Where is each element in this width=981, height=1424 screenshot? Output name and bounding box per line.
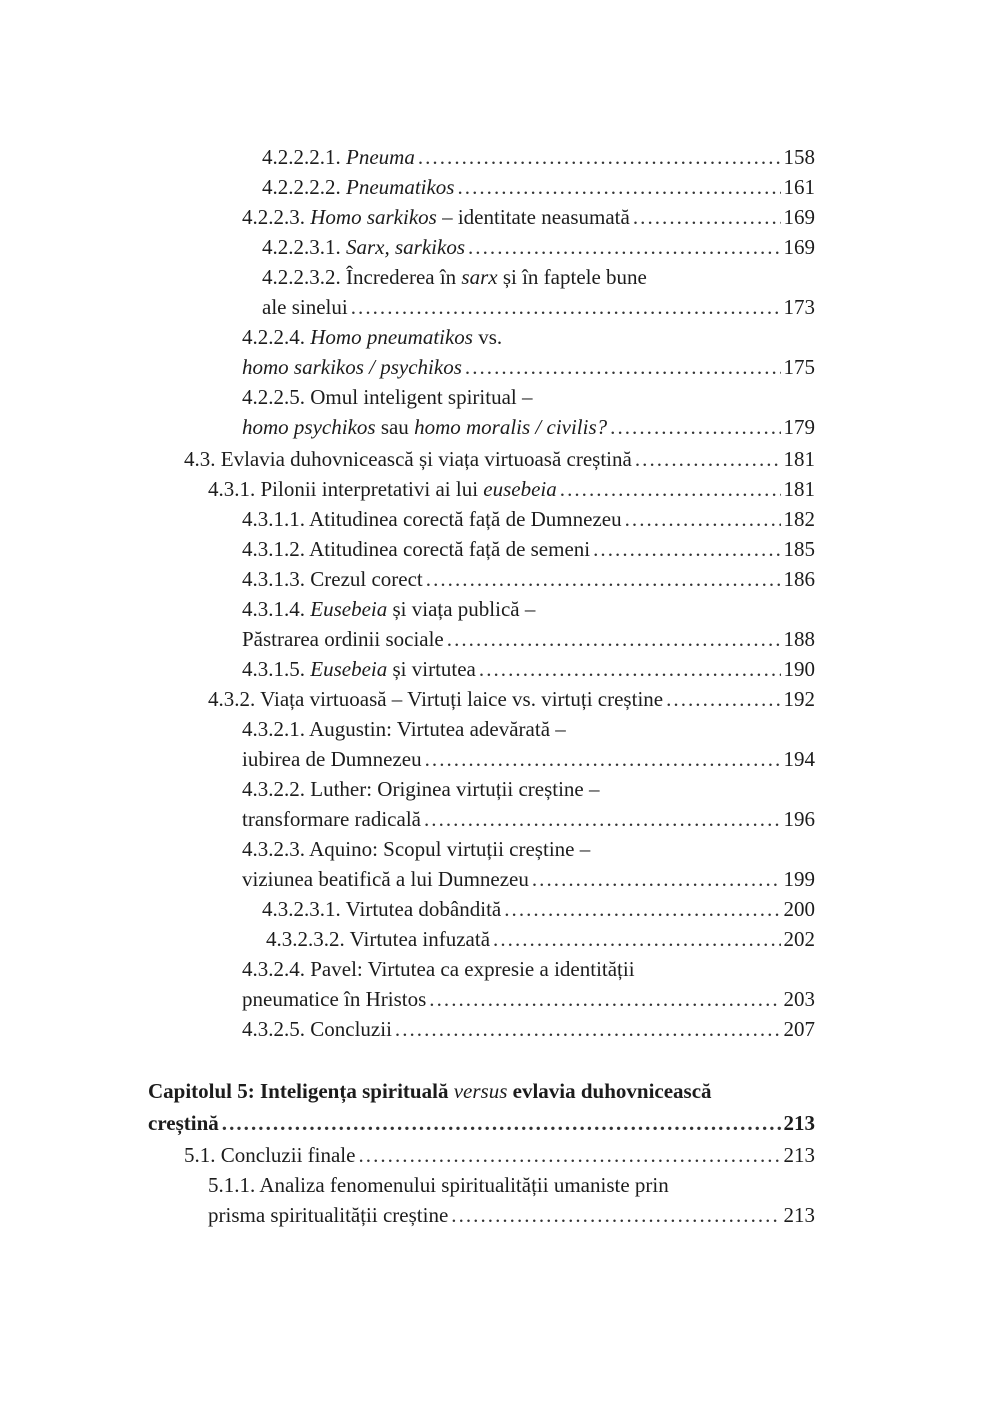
toc-entry-text xyxy=(262,265,647,289)
toc-entry xyxy=(242,352,815,382)
toc-entry xyxy=(242,954,635,984)
toc-text-italic: Pneuma xyxy=(346,145,415,169)
toc-entry xyxy=(242,714,566,744)
toc-entry xyxy=(262,172,815,202)
page-number: 199 xyxy=(783,867,815,891)
toc-text: ale sinelui xyxy=(262,295,348,319)
chapter-heading xyxy=(148,1076,712,1106)
toc-text: 4.2.2.4. xyxy=(242,325,311,349)
toc-text: 5.1. Concluzii finale xyxy=(184,1143,356,1167)
toc-entry xyxy=(184,444,815,474)
toc-text: 4.2.2.3.2. Încrederea în xyxy=(262,265,462,289)
toc-text: creștină xyxy=(148,1111,219,1135)
toc-text: 4.3.1.2. Atitudinea corectă față de semeni xyxy=(242,537,591,561)
page-number: 213 xyxy=(783,1143,815,1167)
toc-text: 4.3.2. Viața virtuoasă – Virtuți laice vs. virtuți creștine xyxy=(208,687,664,711)
toc-text: 5.1.1. Analiza fenomenului spiritualității umaniste prin xyxy=(208,1173,669,1197)
page-number: 182 xyxy=(783,507,815,531)
toc-text-italic: Homo pneumatikos xyxy=(310,325,473,349)
toc-entry-text xyxy=(266,924,490,954)
page-number: 190 xyxy=(783,657,815,681)
toc-text: transformare radicală xyxy=(242,807,421,831)
dot-leader xyxy=(666,684,780,714)
toc-text: și în faptele bune xyxy=(497,265,647,289)
dot-leader xyxy=(457,172,780,202)
dot-leader xyxy=(504,894,780,924)
toc-entry-text xyxy=(262,292,348,322)
toc-entry-text xyxy=(148,1079,712,1103)
dot-leader xyxy=(222,1108,781,1138)
toc-text: 4.2.2.3.1. xyxy=(262,235,346,259)
toc-entry-text xyxy=(184,1140,355,1170)
page-number: 169 xyxy=(783,205,815,229)
toc-entry-text xyxy=(242,1014,392,1044)
toc-text: 4.3.2.2. Luther: Originea virtuții creștine – xyxy=(242,777,600,801)
toc-text: Păstrarea ordinii sociale xyxy=(242,627,444,651)
toc-text: prisma spiritualității creștine xyxy=(208,1203,449,1227)
page-number: 192 xyxy=(783,687,815,711)
toc-entry-text xyxy=(242,597,535,621)
toc-entry xyxy=(262,894,815,924)
toc-entry-text xyxy=(262,142,415,172)
dot-leader xyxy=(593,534,780,564)
toc-entry-text xyxy=(242,534,590,564)
toc-text-italic: Eusebeia xyxy=(310,657,388,681)
toc-entry xyxy=(242,504,815,534)
dot-leader xyxy=(418,142,781,172)
toc-entry xyxy=(262,292,815,322)
toc-entry-text xyxy=(208,684,663,714)
page-number: 161 xyxy=(783,175,815,199)
dot-leader xyxy=(532,864,781,894)
toc-text: 4.2.2.2.2. xyxy=(262,175,346,199)
toc-entry-text xyxy=(242,385,532,409)
toc-text: 4.3.1.3. Crezul corect xyxy=(242,567,423,591)
toc-entry-text xyxy=(208,1200,448,1230)
toc-entry-text xyxy=(242,864,529,894)
toc-entry xyxy=(242,834,590,864)
toc-entry-text xyxy=(208,474,557,504)
toc-entry xyxy=(242,534,815,564)
toc-entry xyxy=(242,774,600,804)
toc-text: vs. xyxy=(472,325,503,349)
page-number: 158 xyxy=(783,145,815,169)
page-number: 169 xyxy=(783,235,815,259)
toc-entry-text xyxy=(242,412,607,442)
toc-text: 4.3.2.3. Aquino: Scopul virtuții creștine – xyxy=(242,837,591,861)
toc-entry-text xyxy=(242,325,502,349)
toc-entry-text xyxy=(242,564,423,594)
toc-entry xyxy=(242,202,815,232)
dot-leader xyxy=(425,744,781,774)
page-number: 179 xyxy=(783,415,815,439)
toc-text-italic: homo psychikos xyxy=(242,415,376,439)
page-number: 181 xyxy=(783,477,815,501)
toc-text-italic: Homo sarkikos xyxy=(310,205,437,229)
toc-text: 4.3.2.3.1. Virtutea dobândită xyxy=(262,897,502,921)
toc-text: 4.3.2.3.2. Virtutea infuzată xyxy=(266,927,491,951)
toc-entry xyxy=(262,232,815,262)
page-number: 203 xyxy=(783,987,815,1011)
dot-leader xyxy=(625,504,781,534)
page-number: 175 xyxy=(783,355,815,379)
dot-leader xyxy=(468,232,781,262)
toc-text: 4.3.2.5. Concluzii xyxy=(242,1017,392,1041)
toc-text: 4.3.1.4. xyxy=(242,597,311,621)
dot-leader xyxy=(479,654,781,684)
toc-entry xyxy=(262,262,647,292)
toc-text: 4.3.1. Pilonii interpretativi ai lui xyxy=(208,477,484,501)
toc-entry-text xyxy=(242,984,426,1014)
toc-entry xyxy=(242,984,815,1014)
dot-leader xyxy=(429,984,780,1014)
toc-text: și virtutea xyxy=(387,657,476,681)
page-number: 207 xyxy=(783,1017,815,1041)
toc-entry xyxy=(266,924,815,954)
toc-entry-text xyxy=(208,1173,669,1197)
dot-leader xyxy=(395,1014,781,1044)
toc-entry xyxy=(242,564,815,594)
dot-leader xyxy=(465,352,781,382)
toc-entry xyxy=(208,1170,669,1200)
toc-text: 4.2.2.3. xyxy=(242,205,311,229)
page-number: 202 xyxy=(783,927,815,951)
page-number: 188 xyxy=(783,627,815,651)
toc-text-italic: eusebeia xyxy=(483,477,557,501)
page-number: 196 xyxy=(783,807,815,831)
page-number: 173 xyxy=(783,295,815,319)
page-number: 186 xyxy=(783,567,815,591)
toc-text: iubirea de Dumnezeu xyxy=(242,747,422,771)
toc-entry-text xyxy=(262,894,501,924)
dot-leader xyxy=(426,564,781,594)
page-number: 181 xyxy=(783,447,815,471)
toc-text-italic: sarx xyxy=(461,265,498,289)
toc-entry-text xyxy=(242,717,566,741)
dot-leader xyxy=(493,924,780,954)
toc-entry-text xyxy=(262,232,465,262)
toc-text: 4.3. Evlavia duhovnicească și viața virtuoasă creștină xyxy=(184,447,632,471)
toc-text: evlavia duhovnicească xyxy=(507,1079,712,1103)
toc-entry xyxy=(242,594,535,624)
toc-entry xyxy=(242,744,815,774)
page-number: 185 xyxy=(783,537,815,561)
toc-text-italic: homo moralis / civilis? xyxy=(414,415,608,439)
toc-entry xyxy=(242,322,502,352)
page-number: 213 xyxy=(783,1111,815,1135)
toc-entry-text xyxy=(242,202,630,232)
toc-entry-text xyxy=(242,352,462,382)
page-number: 200 xyxy=(783,897,815,921)
dot-leader xyxy=(633,202,781,232)
toc-text-italic: Sarx, sarkikos xyxy=(346,235,465,259)
toc-text-italic: Pneumatikos xyxy=(346,175,455,199)
toc-entry-text xyxy=(242,837,590,861)
toc-entry xyxy=(208,474,815,504)
page-number: 213 xyxy=(783,1203,815,1227)
dot-leader xyxy=(560,474,781,504)
chapter-heading xyxy=(148,1108,815,1138)
toc-entry xyxy=(262,142,815,172)
toc-entry-text xyxy=(184,444,632,474)
toc-text: 4.3.1.5. xyxy=(242,657,311,681)
dot-leader xyxy=(451,1200,780,1230)
toc-entry-text xyxy=(242,777,600,801)
page-number: 194 xyxy=(783,747,815,771)
dot-leader xyxy=(635,444,781,474)
toc-entry-text xyxy=(242,957,635,981)
toc-entry xyxy=(242,382,532,412)
toc-text: 4.3.2.1. Augustin: Virtutea adevărată – xyxy=(242,717,566,741)
toc-entry-text xyxy=(242,654,476,684)
toc-entry xyxy=(242,804,815,834)
toc-entry xyxy=(184,1140,815,1170)
toc-text: viziunea beatifică a lui Dumnezeu xyxy=(242,867,529,891)
toc-entry xyxy=(242,624,815,654)
toc-entry-text xyxy=(262,172,454,202)
toc-text: pneumatice în Hristos xyxy=(242,987,427,1011)
toc-entry xyxy=(242,1014,815,1044)
dot-leader xyxy=(610,412,780,442)
dot-leader xyxy=(424,804,781,834)
toc-text-italic: versus xyxy=(453,1079,508,1103)
toc-text: Capitolul 5: Inteligența spirituală xyxy=(148,1079,454,1103)
toc-entry-text xyxy=(242,804,421,834)
toc-text: 4.2.2.5. Omul inteligent spiritual – xyxy=(242,385,533,409)
toc-text-italic: Eusebeia xyxy=(310,597,388,621)
toc-text: sau xyxy=(375,415,415,439)
toc-entry-text xyxy=(242,744,422,774)
toc-entry-text xyxy=(242,624,444,654)
toc-text: 4.3.1.1. Atitudinea corectă față de Dumnezeu xyxy=(242,507,622,531)
toc-text: 4.2.2.2.1. xyxy=(262,145,346,169)
toc-text: și viața publică – xyxy=(387,597,536,621)
toc-text: – identitate neasumată xyxy=(436,205,630,229)
toc-entry xyxy=(208,1200,815,1230)
toc-entry-text xyxy=(148,1108,219,1138)
toc-entry xyxy=(208,684,815,714)
toc-entry xyxy=(242,412,815,442)
toc-entry xyxy=(242,654,815,684)
toc-text: 4.3.2.4. Pavel: Virtutea ca expresie a identității xyxy=(242,957,635,981)
toc-text-italic: homo sarkikos / psychikos xyxy=(242,355,462,379)
dot-leader xyxy=(447,624,781,654)
toc-entry xyxy=(242,864,815,894)
dot-leader xyxy=(358,1140,780,1170)
dot-leader xyxy=(351,292,781,322)
toc-entry-text xyxy=(242,504,622,534)
